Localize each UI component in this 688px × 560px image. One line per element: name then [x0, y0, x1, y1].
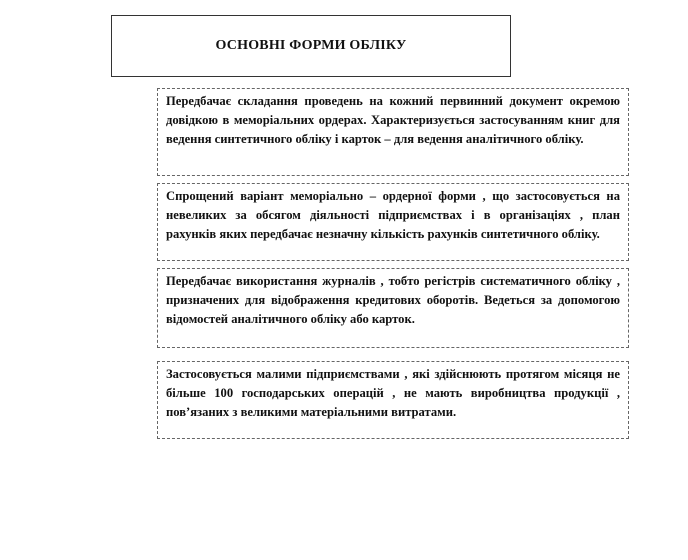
accounting-form-box-simplified	[157, 183, 629, 261]
accounting-form-description: Передбачає використання журналів , тобто регістрів систематичного обліку , призначених для відображення кредитових оборотів. Ведеться за допомогою відомостей аналітичного обліку або карток.	[166, 274, 620, 326]
accounting-form-description: Спрощений варіант меморіально – ордерної форми , що застосовується на невеликих за обсягом діяльності підприємствах і в організаціях , план рахунків яких передбачає незначну кількість рахунків синтетичного обліку.	[166, 189, 620, 241]
diagram-title: ОСНОВНІ ФОРМИ ОБЛІКУ	[215, 38, 407, 53]
accounting-form-box-journal	[157, 268, 629, 348]
accounting-form-description: Застосовується малими підприємствами , які здійснюють протягом місяця не більше 100 господарських операцій , не мають виробництва продукції , пов’язаних з великими матеріальними витратами.	[166, 367, 620, 419]
accounting-form-box-small-business	[157, 361, 629, 439]
accounting-form-description: Передбачає складання проведень на кожний первинний документ окремою довідкою в меморіальних ордерах. Характеризується застосуванням книг для ведення синтетичного обліку і карток – для ведення аналітичного обліку.	[166, 94, 620, 146]
title-box	[111, 15, 511, 77]
accounting-form-box-memorial-order	[157, 88, 629, 176]
